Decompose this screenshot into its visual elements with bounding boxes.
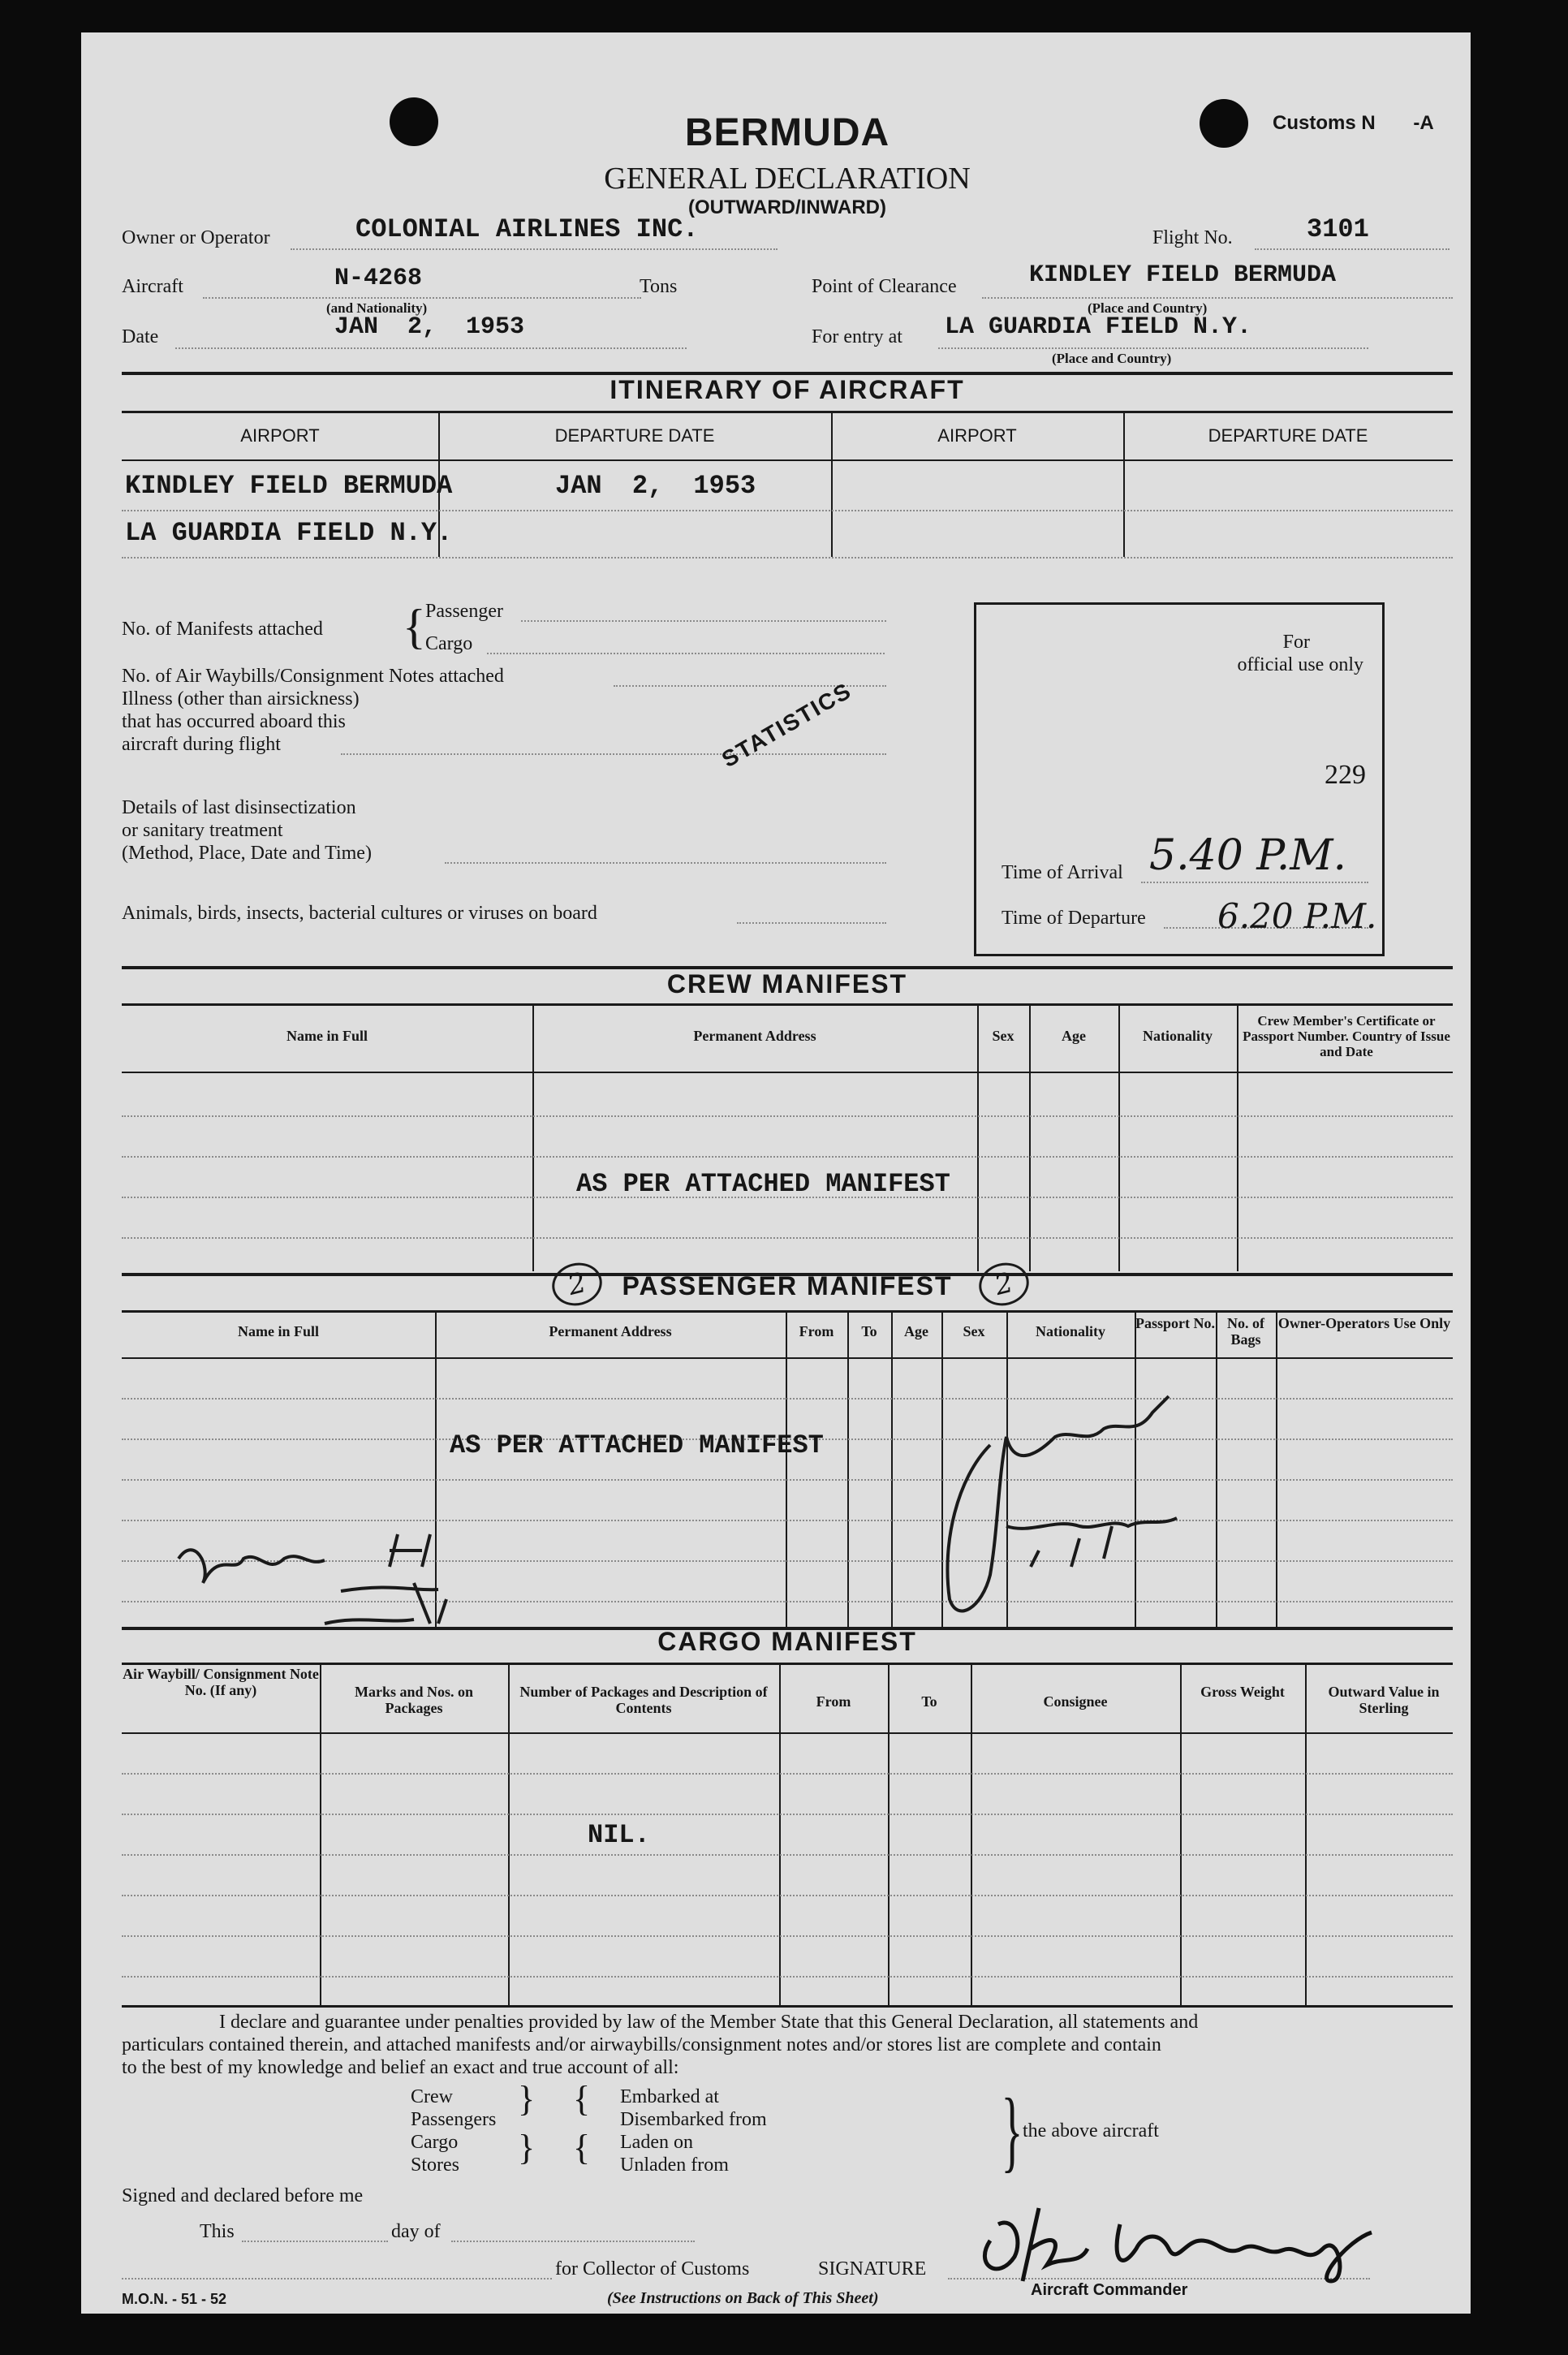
tons-label: Tons — [640, 276, 678, 297]
instructions-note: (See Instructions on Back of This Sheet) — [607, 2289, 879, 2307]
clearance-value: KINDLEY FIELD BERMUDA — [1029, 261, 1337, 289]
passenger-title: PASSENGER MANIFEST — [622, 1271, 953, 1300]
animals-label: Animals, birds, insects, bacterial cultures or viruses on board — [122, 903, 597, 924]
commander-signature — [966, 2192, 1420, 2289]
signature-label: SIGNATURE — [818, 2258, 927, 2280]
clearance-label: Point of Clearance — [812, 276, 957, 297]
crew-col-address: Permanent Address — [693, 1028, 816, 1044]
signed-declared-label: Signed and declared before me — [122, 2185, 364, 2206]
statistics-stamp: STATISTICS — [717, 677, 856, 773]
customs-form-code: Customs N -A — [1273, 112, 1434, 134]
passenger-col-sex: Sex — [963, 1323, 985, 1339]
arrival-value: 5.40 P.M. — [1149, 831, 1347, 880]
manifests-label: No. of Manifests attached — [122, 619, 323, 640]
cargo-title: CARGO MANIFEST — [657, 1627, 917, 1656]
itinerary-title: ITINERARY OF AIRCRAFT — [610, 375, 965, 404]
aircraft-label: Aircraft — [122, 276, 183, 297]
passenger-col-address: Permanent Address — [549, 1323, 672, 1339]
declaration-action-laden: Laden on — [620, 2132, 693, 2153]
crew-note: AS PER ATTACHED MANIFEST — [576, 1169, 950, 1199]
cargo-manifest-count-label: Cargo — [425, 633, 473, 654]
passenger-col-bags: No. of Bags — [1227, 1315, 1264, 1348]
passenger-col-age: Age — [904, 1323, 928, 1339]
form-title: GENERAL DECLARATION — [604, 162, 971, 196]
form-subtitle: (OUTWARD/INWARD) — [688, 196, 886, 218]
passenger-col-to: To — [861, 1323, 877, 1339]
cargo-col-to: To — [921, 1693, 937, 1710]
itinerary-row-1-date: JAN 2, 1953 — [555, 471, 756, 501]
declaration-above-aircraft: the above aircraft — [1023, 2120, 1159, 2141]
itinerary-col-date-2: DEPARTURE DATE — [1208, 425, 1368, 446]
day-of-label: day of — [391, 2221, 441, 2242]
crew-col-sex: Sex — [992, 1028, 1014, 1044]
crew-col-nationality: Nationality — [1142, 1028, 1213, 1044]
cargo-col-consignee: Consignee — [1043, 1693, 1108, 1710]
this-label: This — [200, 2221, 235, 2242]
passenger-col-passport: Passport No. — [1135, 1315, 1215, 1331]
crew-col-name: Name in Full — [286, 1028, 368, 1044]
owner-label: Owner or Operator — [122, 227, 270, 248]
declaration-item-passengers: Passengers — [411, 2109, 497, 2130]
cargo-col-marks: Marks and Nos. on Packages — [354, 1684, 474, 1716]
passenger-handwriting-left — [146, 1502, 519, 1632]
arrival-label: Time of Arrival — [1002, 862, 1123, 883]
flight-value: 3101 — [1307, 214, 1369, 244]
disinsect-line-1: Details of last disinsectization — [122, 797, 356, 818]
entry-label: For entry at — [812, 326, 902, 347]
waybills-label: No. of Air Waybills/Consignment Notes attached — [122, 666, 504, 687]
crew-col-certificate: Crew Member's Certificate or Passport Number. Country of Issue and Date — [1243, 1013, 1450, 1059]
itinerary-col-airport-1: AIRPORT — [240, 425, 320, 446]
illness-line-1: Illness (other than airsickness) — [122, 688, 360, 710]
cargo-col-weight: Gross Weight — [1200, 1684, 1285, 1700]
crew-title: CREW MANIFEST — [666, 969, 908, 999]
passenger-circle-mark-left: 2 — [548, 1257, 607, 1310]
commander-label: Aircraft Commander — [1031, 2281, 1188, 2299]
cargo-col-waybill: Air Waybill/ Consignment Note No. (If any) — [123, 1666, 319, 1698]
cargo-col-value: Outward Value in Sterling — [1328, 1684, 1440, 1716]
passenger-manifest-count-label: Passenger — [425, 601, 503, 622]
official-number: 229 — [1325, 760, 1366, 790]
passenger-col-owner-use: Owner-Operators Use Only — [1277, 1315, 1451, 1331]
cargo-note: NIL. — [588, 1820, 650, 1850]
date-label: Date — [122, 326, 159, 347]
owner-value: COLONIAL AIRLINES INC. — [355, 214, 699, 244]
declaration-item-cargo: Cargo — [411, 2132, 459, 2153]
passenger-col-name: Name in Full — [237, 1323, 319, 1339]
illness-line-3: aircraft during flight — [122, 734, 281, 755]
form-number: M.O.N. - 51 - 52 — [122, 2291, 227, 2307]
declaration-form: BERMUDA GENERAL DECLARATION (OUTWARD/INWARD) Customs N -A Owner or Operator COLONIAL AIRLINES INC. Flight No. 3101 Aircraft N-4268 (and Nationality) Tons Point of Clearance KINDLEY FIELD BERMUDA (Place and Country) Date JAN 2, 1953 For entry at LA GUARDIA FIELD N.Y. (Place and Country) ITINERARY OF AIRCRAFT AIRPORT DEPARTURE DATE AIRPORT DEPARTURE DATE KINDLEY FIELD BERMUDA JAN 2, 1953 LA GUARDIA FIELD N.Y. No. of Manifests attached { Passenger Cargo No. of Air Waybills/Consignment Notes attached Illness (other than airsickness) that has occurred aboard this aircraft during flight STATISTICS Details of last disinsectization or sanitary treatment (Method, Place, Date and Time) Animals, birds, insects, bacterial cultures or viruses on board For official use only 229 Time of Arrival 5.40 P.M. Time of Departure 6.20 P.M. CREW MANIFEST Name in Full Permanent Address Sex Age Nationality Crew Member's Certificate or Passport Number. Country of Issue and Date AS PER ATTACHED MANIFEST PASSENGER MANIFEST 2 2 Name in Full Permanent Address From To Age Sex Nationality Passport No. No. of Bags Owner-Operators Use Only AS PER ATTACHED MANIFEST CARGO MANIFEST Air Waybill/ Consignment Note No. (If any) Marks and Nos. on Packages Number of Packages and Description of Contents From To Consignee Gross Weight Outward Value in Sterling NIL. I declare and guarantee under penalties provided by law of the Member State that this General Declaration, all statements and particulars contained therein, and attached manifests and/or airwaybills/consignment notes and/or stores list are complete and contain to the best of my knowledge and belief an exact and true account of all: Crew Passengers Cargo Stores } } { { Embarked at Disembarked from Laden on Unladen from } the above aircraft Signed and declared before me This day of for Collector of Customs SIGNATURE Aircraft Commander M.O.N. - 51 - 52 (See Instructions on Back of This Sheet) — [81, 32, 1471, 2314]
entry-value: LA GUARDIA FIELD N.Y. — [945, 313, 1252, 341]
cargo-col-from: From — [816, 1693, 851, 1710]
passenger-circle-mark-right: 2 — [975, 1257, 1034, 1310]
clearance-sub: (Place and Country) — [1088, 300, 1208, 316]
declaration-action-disembarked: Disembarked from — [620, 2109, 767, 2130]
passenger-handwriting-right — [893, 1364, 1201, 1640]
crew-col-age: Age — [1062, 1028, 1086, 1044]
declaration-action-unladen: Unladen from — [620, 2154, 729, 2176]
declaration-line-1: I declare and guarantee under penalties provided by law of the Member State that this General Declaration, all statements and — [219, 2012, 1199, 2033]
collector-label: for Collector of Customs — [555, 2258, 750, 2280]
declaration-line-3: to the best of my knowledge and belief an exact and true account of all: — [122, 2057, 679, 2078]
declaration-item-crew: Crew — [411, 2086, 453, 2107]
passenger-col-from: From — [799, 1323, 834, 1339]
departure-label: Time of Departure — [1002, 908, 1146, 929]
country-heading: BERMUDA — [684, 111, 890, 154]
itinerary-col-airport-2: AIRPORT — [937, 425, 1017, 446]
official-line-1: For — [1282, 632, 1310, 653]
cargo-col-packages: Number of Packages and Description of Contents — [519, 1684, 768, 1716]
aircraft-sub: (and Nationality) — [326, 300, 428, 316]
date-value: JAN 2, 1953 — [334, 313, 525, 341]
declaration-action-embarked: Embarked at — [620, 2086, 719, 2107]
official-line-2: official use only — [1237, 654, 1363, 675]
passenger-note: AS PER ATTACHED MANIFEST — [450, 1430, 824, 1460]
entry-sub: (Place and Country) — [1052, 351, 1172, 366]
itinerary-col-date-1: DEPARTURE DATE — [554, 425, 715, 446]
passenger-col-nationality: Nationality — [1035, 1323, 1105, 1339]
declaration-line-2: particulars contained therein, and attached manifests and/or airwaybills/consignment notes and/or stores list are complete and contain — [122, 2034, 1161, 2055]
disinsect-line-2: or sanitary treatment — [122, 820, 283, 841]
itinerary-row-2-airport: LA GUARDIA FIELD N.Y. — [125, 518, 453, 548]
flight-label: Flight No. — [1152, 227, 1233, 248]
itinerary-row-1-airport: KINDLEY FIELD BERMUDA — [125, 471, 453, 501]
departure-value: 6.20 P.M. — [1217, 896, 1377, 936]
declaration-item-stores: Stores — [411, 2154, 459, 2176]
aircraft-value: N-4268 — [334, 265, 423, 292]
disinsect-line-3: (Method, Place, Date and Time) — [122, 843, 372, 864]
illness-line-2: that has occurred aboard this — [122, 711, 346, 732]
